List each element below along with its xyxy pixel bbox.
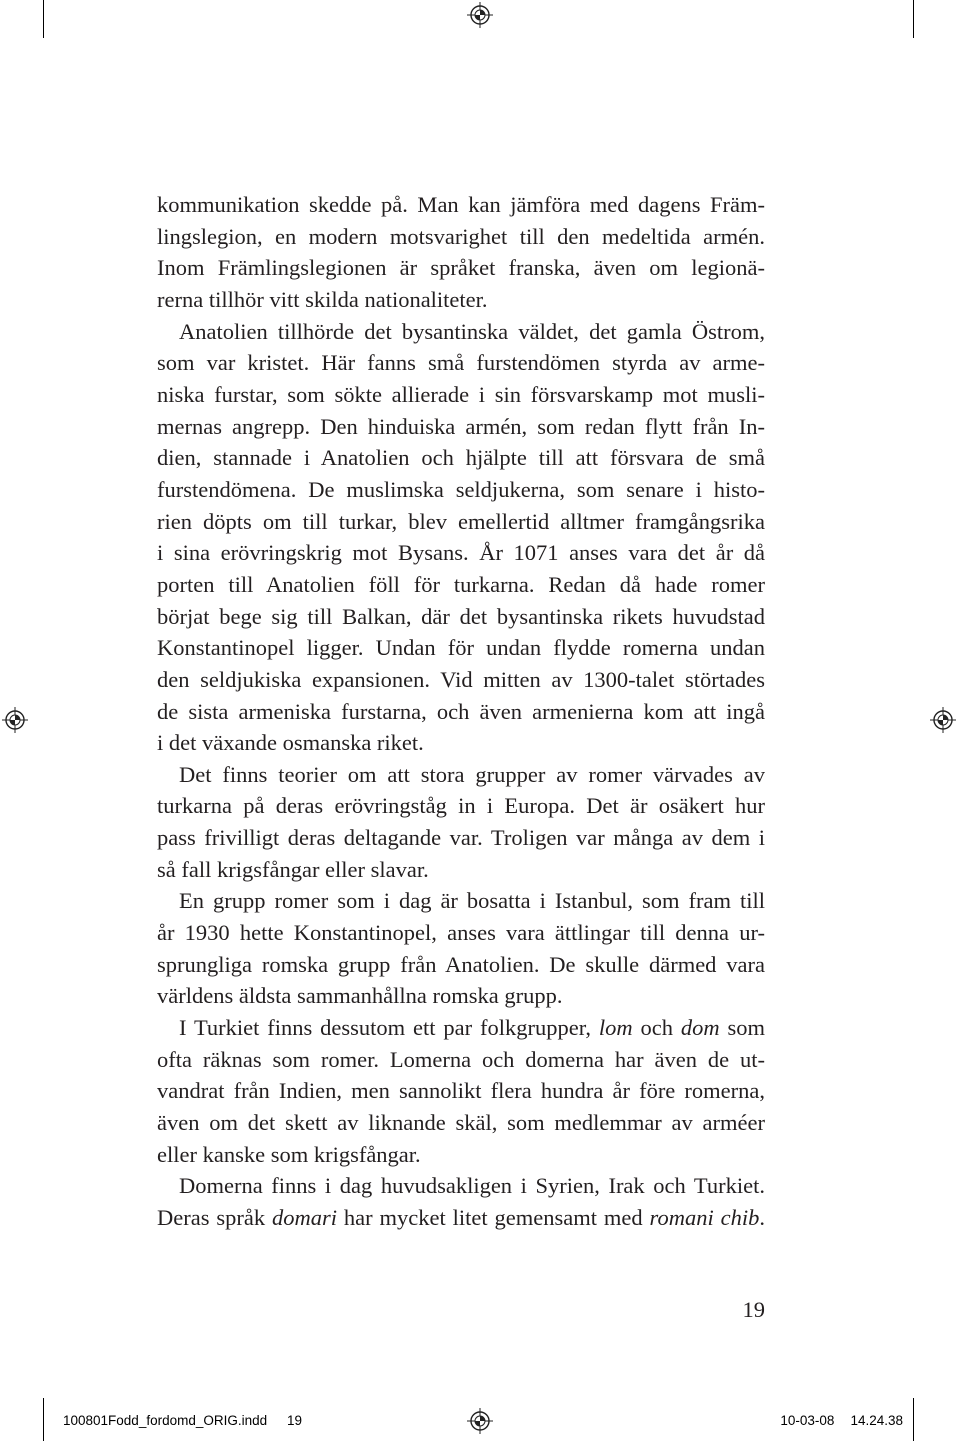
text-line: så fall krigsfångar eller slavar. [157, 856, 429, 882]
text-line: Inom Främlingslegionen är språket franska, även om legionä- [157, 255, 765, 281]
crop-mark-bottom-left [43, 1398, 44, 1441]
text-line: den seldjukiska expansionen. Vid mitten av 1300-talet störtades [157, 666, 765, 692]
slug-time: 14.24.38 [850, 1413, 903, 1428]
crop-mark-top-right [913, 0, 914, 38]
text-line: år 1930 hette Konstantinopel, anses vara ättlingar till denna ur- [157, 920, 765, 946]
slug-date: 10-03-08 [780, 1413, 835, 1428]
text-line: vandrat från Indien, men sannolikt flera hundra år före romerna, [157, 1078, 765, 1104]
text-line: i det växande osmanska riket. [157, 730, 424, 756]
crop-mark-bottom-right [913, 1398, 914, 1441]
italic-term: dom [680, 1015, 720, 1041]
text-line: eller kanske som krigsfångar. [157, 1141, 421, 1167]
text-line [157, 1012, 765, 1044]
text-run: I Turkiet finns dessutom ett par folkgrupper, [179, 1015, 599, 1041]
paragraph [157, 885, 765, 1012]
text-run: Deras språk [157, 1205, 272, 1230]
text-run: . [759, 1205, 765, 1230]
text-line: porten till Anatolien föll för turkarna. Redan då hade romer [157, 571, 765, 597]
text-line: dien, stannade i Anatolien och hjälpte till att försvara de små [157, 445, 765, 471]
paragraph [157, 189, 765, 316]
text-line: Det finns teorier om att stora grupper av romer värvades av [179, 761, 765, 787]
text-line: även om det skett av liknande skäl, som medlemmar av arméer [157, 1110, 765, 1136]
slug-timestamp [780, 1411, 903, 1431]
text-line: ofta räknas som romer. Lomerna och domerna har även de ut- [157, 1046, 765, 1072]
paragraph [157, 316, 765, 759]
text-line: Anatolien tillhörde det bysantinska väldet, det gamla Östrom, [179, 318, 765, 344]
text-line [157, 1202, 765, 1234]
text-line: mernas angrepp. Den hinduiska armén, som redan flytt från In- [157, 413, 765, 439]
text-line: rien döpts om till turkar, blev emellertid alltmer framgångsrika [157, 508, 765, 534]
body-text [157, 189, 765, 1234]
text-line: kommunikation skedde på. Man kan jämföra med dagens Främ- [157, 192, 765, 217]
text-line: rerna tillhör vitt skilda nationaliteter. [157, 286, 488, 312]
text-run: har mycket litet gemensamt med [337, 1205, 650, 1230]
registration-mark-icon [2, 707, 28, 733]
text-run: som [719, 1015, 765, 1041]
text-line: i sina erövringskrig mot Bysans. År 1071 anses vara det år då [157, 540, 765, 566]
text-line: Konstantinopel ligger. Undan för undan flydde romerna undan [157, 635, 765, 661]
text-line: En grupp romer som i dag är bosatta i Istanbul, som fram till [179, 888, 765, 914]
italic-term: lom [598, 1015, 633, 1041]
slug-page: 19 [287, 1413, 303, 1428]
paragraph [157, 1012, 765, 1170]
italic-term: romani chib [649, 1205, 760, 1230]
text-line: sprungliga romska grupp från Anatolien. De skulle därmed vara [157, 951, 765, 977]
text-line: niska furstar, som sökte allierade i sin försvarskamp mot musli- [157, 381, 765, 407]
slug-file-name: 100801Fodd_fordomd_ORIG.indd [63, 1413, 268, 1428]
text-line: turkarna på deras erövringståg in i Europa. Det är osäkert hur [157, 793, 765, 819]
registration-mark-icon [467, 2, 493, 28]
text-line: Domerna finns i dag huvudsakligen i Syrien, Irak och Turkiet. [179, 1173, 765, 1199]
text-line: som var kristet. Här fanns små furstendömen styrda av arme- [157, 350, 765, 376]
page-number: 19 [742, 1297, 765, 1322]
text-line: börjat bege sig till Balkan, där det bysantinska rikets huvudstad [157, 603, 765, 629]
text-line: lingslegion, en modern motsvarighet till den medeltida armén. [157, 223, 765, 249]
text-line: de sista armeniska furstarna, och även armenierna kom att ingå [157, 698, 765, 724]
text-line: furstendömena. De muslimska seldjukerna, som senare i histo- [157, 476, 765, 502]
slug-file-info [63, 1411, 267, 1431]
registration-mark-icon [467, 1408, 493, 1434]
italic-term: domari [272, 1205, 338, 1230]
registration-mark-icon [930, 707, 956, 733]
text-line: världens äldsta sammanhållna romska grupp. [157, 983, 563, 1009]
paragraph [157, 759, 765, 886]
crop-mark-top-left [43, 0, 44, 38]
text-line: pass frivilligt deras deltagande var. Troligen var många av dem i [157, 825, 765, 851]
text-run: och [632, 1015, 681, 1041]
paragraph [157, 1170, 765, 1233]
